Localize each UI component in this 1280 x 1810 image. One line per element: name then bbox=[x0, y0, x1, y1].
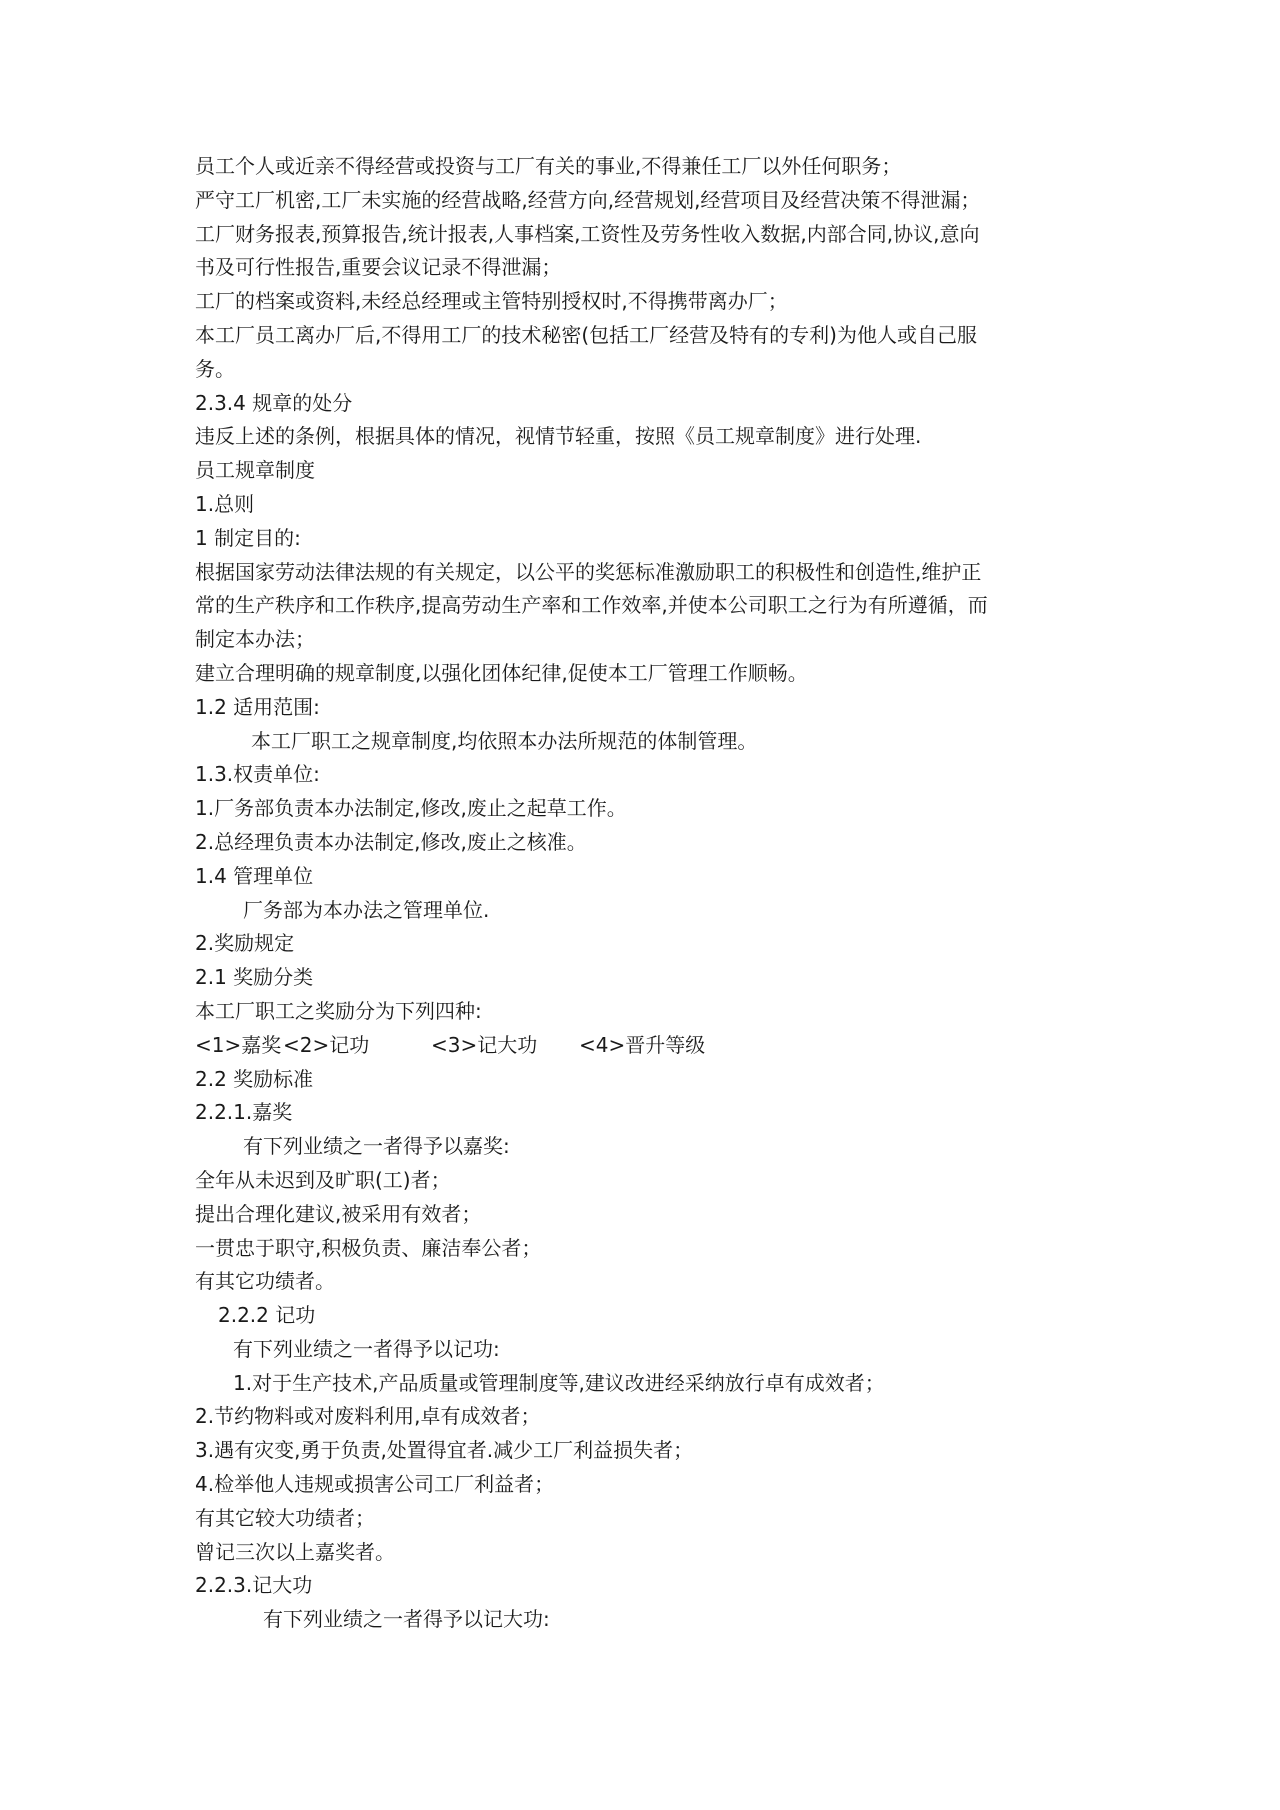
section-heading: 1.总则 bbox=[195, 491, 255, 516]
text-line: 有下列业绩之一者得予以嘉奖: bbox=[243, 1134, 510, 1159]
section-heading: 员工规章制度 bbox=[195, 458, 315, 483]
text-line: 有下列业绩之一者得予以记大功: bbox=[263, 1607, 550, 1632]
text-line: 曾记三次以上嘉奖者。 bbox=[195, 1539, 395, 1564]
text-line: 有其它较大功绩者； bbox=[195, 1505, 375, 1530]
award-types-list bbox=[195, 1029, 1095, 1063]
text-line: 有下列业绩之一者得予以记功: bbox=[233, 1336, 500, 1361]
section-heading: 2.2.3.记大功 bbox=[195, 1573, 313, 1598]
text-line: 违反上述的条例，根据具体的情况，视情节轻重，按照《员工规章制度》进行处理. bbox=[195, 424, 922, 449]
section-heading: 1.4 管理单位 bbox=[195, 863, 314, 888]
award-type: <3>记大功 bbox=[431, 1032, 538, 1057]
text-line: 严守工厂机密,工厂未实施的经营战略,经营方向,经营规划,经营项目及经营决策不得泄漏； bbox=[195, 187, 981, 212]
text-line: 有其它功绩者。 bbox=[195, 1269, 335, 1294]
text-line: 制定本办法； bbox=[195, 627, 315, 652]
section-heading: 2.3.4 规章的处分 bbox=[195, 390, 353, 415]
text-line: 务。 bbox=[195, 356, 235, 381]
document-page bbox=[195, 150, 1095, 1637]
text-line: 1.厂务部负责本办法制定,修改,废止之起草工作。 bbox=[195, 796, 627, 821]
text-line: 3.遇有灾变,勇于负责,处置得宜者.减少工厂利益损失者； bbox=[195, 1438, 694, 1463]
text-line: 常的生产秩序和工作秩序,提高劳动生产率和工作效率,并使本公司职工之行为有所遵循，而 bbox=[195, 593, 988, 618]
section-heading: 2.1 奖励分类 bbox=[195, 965, 314, 990]
section-heading: 2.2.2 记功 bbox=[218, 1303, 316, 1328]
section-heading: 1 制定目的: bbox=[195, 525, 301, 550]
text-line: 一贯忠于职守,积极负责、廉洁奉公者； bbox=[195, 1235, 542, 1260]
text-line: 2.节约物料或对废料利用,卓有成效者； bbox=[195, 1404, 541, 1429]
text-line: 4.检举他人违规或损害公司工厂利益者； bbox=[195, 1472, 555, 1497]
text-line: 员工个人或近亲不得经营或投资与工厂有关的事业,不得兼任工厂以外任何职务； bbox=[195, 154, 902, 178]
section-heading: 2.2.1.嘉奖 bbox=[195, 1100, 293, 1125]
text-line: 提出合理化建议,被采用有效者； bbox=[195, 1201, 482, 1226]
section-heading: 2.2 奖励标准 bbox=[195, 1066, 314, 1091]
text-line: 本工厂职工之奖励分为下列四种: bbox=[195, 998, 482, 1023]
text-line: 书及可行性报告,重要会议记录不得泄漏； bbox=[195, 255, 562, 280]
text-line: 工厂财务报表,预算报告,统计报表,人事档案,工资性及劳务性收入数据,内部合同,协议,意向 bbox=[195, 221, 980, 246]
award-type: <1>嘉奖 bbox=[195, 1032, 282, 1057]
text-line: 2.总经理负责本办法制定,修改,废止之核准。 bbox=[195, 829, 587, 854]
text-line: 1.对于生产技术,产品质量或管理制度等,建议改进经采纳放行卓有成效者； bbox=[233, 1370, 885, 1395]
section-heading: 2.奖励规定 bbox=[195, 931, 295, 956]
section-heading: 1.3.权责单位: bbox=[195, 762, 320, 787]
section-heading: 1.2 适用范围: bbox=[195, 694, 320, 719]
text-line: 本工厂职工之规章制度,均依照本办法所规范的体制管理。 bbox=[251, 728, 758, 753]
text-line: 厂务部为本办法之管理单位. bbox=[243, 897, 490, 922]
text-line: 本工厂员工离办厂后,不得用工厂的技术秘密(包括工厂经营及特有的专利)为他人或自己服 bbox=[195, 322, 977, 347]
text-line: 全年从未迟到及旷职(工)者； bbox=[195, 1167, 451, 1192]
text-line: 建立合理明确的规章制度,以强化团体纪律,促使本工厂管理工作顺畅。 bbox=[195, 660, 808, 685]
text-line: 工厂的档案或资料,未经总经理或主管特别授权时,不得携带离办厂； bbox=[195, 289, 788, 314]
text-line: 根据国家劳动法律法规的有关规定，以公平的奖惩标准激励职工的积极性和创造性,维护正 bbox=[195, 559, 982, 584]
award-type: <2>记功 bbox=[283, 1032, 370, 1057]
award-type: <4>晋升等级 bbox=[579, 1032, 706, 1057]
